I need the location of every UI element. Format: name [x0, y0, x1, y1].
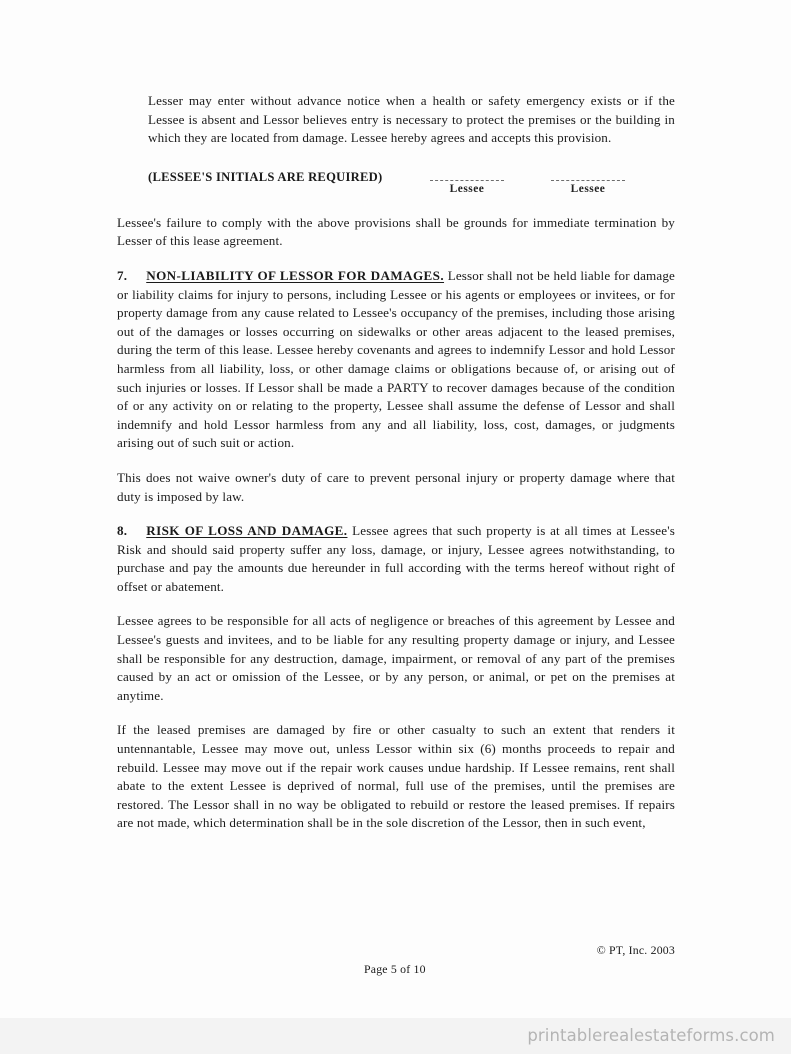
negligence-paragraph: Lessee agrees to be responsible for all acts of negligence or breaches of this agreement by Lessee and Lessee's guests and invitees, and to be liable for any resulting property damage or injury, and Lessee shall be responsible for any destruction, damage, impairment, or removal of any part of the premises caused by an act or omission of the Lessee, or by any person, or animal, or pet on the premises at anytime. — [117, 613, 675, 703]
section-7-title: NON-LIABILITY OF LESSOR FOR DAMAGES. — [146, 267, 445, 283]
intro-paragraph: Lesser may enter without advance notice when a health or safety emergency exists or if the Lessee is absent and Lessor believes entry is necessary to protect the premises or the building in which they are located from damage. Lessee hereby agrees and accepts this provision. — [148, 93, 675, 146]
site-watermark: printablerealestateforms.com — [527, 1026, 775, 1045]
signature-line-icon — [430, 180, 504, 181]
lessee-initial-field-1[interactable] — [421, 171, 513, 195]
section-7-number: 7. — [117, 267, 128, 283]
signature-caption-2: Lessee — [570, 182, 606, 195]
section-7 — [117, 267, 675, 453]
lessee-initials-block — [117, 170, 675, 204]
section-8-number: 8. — [117, 523, 128, 539]
signature-caption-1: Lessee — [449, 182, 485, 195]
section-7-text: Lessor shall not be held liable for damage or liability claims for injury to persons, including Lessee or his agents or employees or invitees, or for property damage from any cause related to Lessee's occupancy of the premises, including those arising out of the damages or losses occurring on sidewalks or other areas adjacent to the leased premises, during the term of this lease. Lessee hereby covenants and agrees to indemnify Lessor and hold Lessor harmless from all liability, loss, or other damage claims or obligations because of, or arising out of such injuries or losses. If Lessor shall be made a PARTY to recover damages because of the condition of or any activity on or relating to the property, Lessee shall assume the defense of Lessor and shall indemnify and hold Lessor harmless from any and all liability, loss, cost, damages, or judgments arising out of such suit or action. — [117, 267, 675, 451]
initials-required-label: (LESSEE'S INITIALS ARE REQUIRED) — [148, 169, 383, 184]
copyright-notice: © PT, Inc. 2003 — [596, 943, 675, 957]
waiver-paragraph: This does not waive owner's duty of care to prevent personal injury or property damage where that duty is imposed by law. — [117, 469, 675, 504]
page-footer — [117, 943, 675, 983]
page-number: Page 5 of 10 — [364, 962, 426, 976]
section-8 — [117, 522, 675, 596]
casualty-damage-paragraph: If the leased premises are damaged by fire or other casualty to such an extent that renders it untennantable, Lessee may move out, unless Lessor within six (6) months proceeds to repair and rebuild. Lessee may move out if the repair work causes undue hardship. If Lessee remains, rent shall abate to the extent Lessee is deprived of normal, full use of the premises, until the premises are restored. The Lessor shall in no way be obligated to rebuild or restore the leased premises. If repairs are not made, which determination shall be in the sole discretion of the Lessor, then in such event, — [117, 722, 675, 831]
section-8-title: RISK OF LOSS AND DAMAGE. — [146, 523, 348, 539]
watermark-band — [0, 1018, 791, 1054]
lessee-initial-field-2[interactable] — [542, 171, 634, 195]
failure-to-comply-paragraph: Lessee's failure to comply with the above provisions shall be grounds for immediate termination by Lesser of this lease agreement. — [117, 214, 675, 249]
signature-line-icon — [551, 180, 625, 181]
document-body — [117, 92, 675, 849]
section-8-text: Lessee agrees that such property is at all times at Lessee's Risk and should said property suffer any loss, damage, or injury, Lessee agrees notwithstanding, to purchase and pay the amounts due hereunder in full according with the terms hereof without right of offset or abatement. — [117, 523, 675, 594]
